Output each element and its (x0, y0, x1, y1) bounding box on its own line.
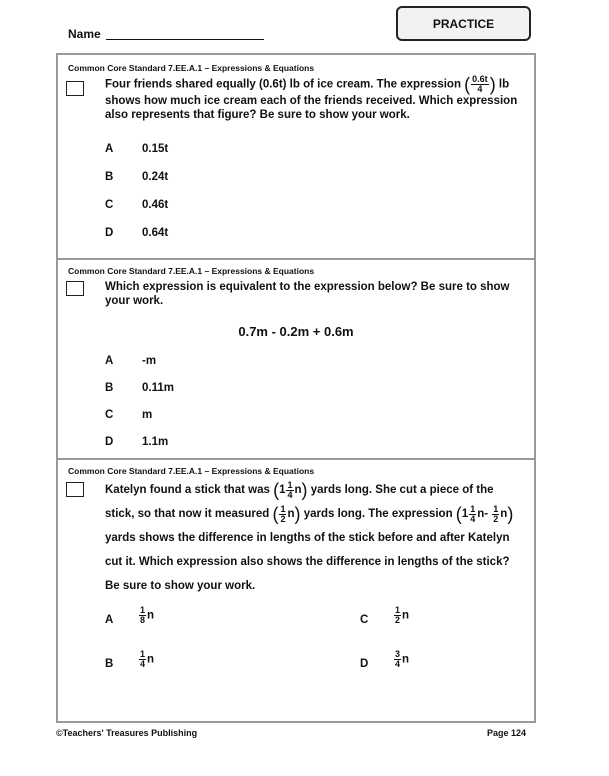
q1-option-c-letter[interactable]: C (105, 199, 114, 211)
q1-text-c: shows how much ice cream each of the friends received. Which expression also represents that figure? Be sure to show your work. (105, 95, 518, 121)
q3-fraction-1: $\frac{1}{4}$ (287, 479, 293, 500)
q1-answer-checkbox[interactable] (66, 81, 84, 96)
q3-whole-3: 1 (461, 508, 469, 521)
q2-answer-checkbox[interactable] (66, 281, 84, 296)
q2-option-c-value[interactable]: m (142, 409, 153, 421)
q3-answer-checkbox[interactable] (66, 482, 84, 497)
q3-text-4: yards shows the difference in lengths of the stick before and after Katelyn cut it. Which expression also shows the difference in lengths of the stick? Be sure to show your work. (105, 532, 510, 593)
q2-expression: 0.7m - 0.2m + 0.6m (238, 324, 354, 339)
q3-var-3: n- (477, 508, 489, 521)
q3-standard: Common Core Standard 7.EE.A.1 – Expressions & Equations (68, 466, 315, 476)
q3-fraction-3: $\frac{1}{4}$ (470, 503, 476, 524)
q3-option-d-value[interactable]: $\frac{3}{4}$ n (395, 649, 410, 669)
q3-var-4: n (500, 508, 508, 521)
q1-standard: Common Core Standard 7.EE.A.1 – Expressions & Equations (68, 63, 315, 73)
page-number: Page 124 (487, 728, 527, 738)
q3-text: Katelyn found a stick that was (1 $\frac{1}{4}$ n) yards long. She cut a piece of the stick, so that now it measured ( $\frac{1}{2}$ n) yards long. The expression (1 $\frac{1}{4}$ n- $\frac{1}{2}$ n) yards shows the difference in lengths of the stick before and after Katelyn cut it. Which expression also shows the difference in lengths of the stick? Be sure to show your work. (105, 479, 514, 593)
q1-text: Four friends shared equally (0.6t) lb of ice cream. The expression ( $\frac{0.6t}{4}$ ) lb shows how much ice cream each of the friends received. Which expression also represents that figure? Be sure to show your work. (105, 74, 518, 121)
q2-option-b-value[interactable]: 0.11m (142, 382, 174, 394)
q3-whole-1: 1 (279, 484, 286, 497)
q1-text-a: Four friends shared equally (0.6t) lb of ice cream. The expression (105, 78, 461, 91)
q3-option-a-value[interactable]: $\frac{1}{8}$ n (140, 605, 155, 625)
q3-option-a-letter[interactable]: A (105, 614, 114, 626)
q3-var-2: n (287, 508, 295, 521)
q3-option-c-letter[interactable]: C (360, 614, 369, 626)
q3-option-d-letter[interactable]: D (360, 658, 369, 670)
name-line (106, 39, 264, 40)
q3-option-b-value[interactable]: $\frac{1}{4}$ n (140, 649, 155, 669)
q2-option-d-value[interactable]: 1.1m (142, 436, 169, 448)
q1-option-b-letter[interactable]: B (105, 171, 114, 183)
q2-standard: Common Core Standard 7.EE.A.1 – Expressions & Equations (68, 266, 315, 276)
q1-option-a-letter[interactable]: A (105, 143, 114, 155)
q3-text-1: Katelyn found a stick that was (105, 484, 270, 497)
practice-badge: PRACTICE (396, 6, 531, 41)
q1-option-d-value[interactable]: 0.64t (142, 227, 169, 239)
q1-text-b: lb (498, 78, 510, 91)
q3-text-2: yards long. She cut a piece of the stick, so that now it measured (105, 484, 494, 521)
name-label: Name (68, 27, 101, 41)
q3-fraction-4: $\frac{1}{2}$ (493, 503, 499, 524)
q2-option-b-letter[interactable]: B (105, 382, 114, 394)
q3-option-b-letter[interactable]: B (105, 658, 114, 670)
q2-option-a-letter[interactable]: A (105, 355, 114, 367)
q2-option-c-letter[interactable]: C (105, 409, 114, 421)
question-3 (58, 458, 534, 721)
q1-option-b-value[interactable]: 0.24t (142, 171, 169, 183)
q1-option-a-value[interactable]: 0.15t (142, 143, 169, 155)
q1-option-c-value[interactable]: 0.46t (142, 199, 169, 211)
q1-option-d-letter[interactable]: D (105, 227, 114, 239)
q3-fraction-2: $\frac{1}{2}$ (280, 503, 286, 524)
q3-option-c-value[interactable]: $\frac{1}{2}$ n (395, 605, 410, 625)
q1-fraction: $\frac{0.6t}{4}$ (472, 74, 488, 94)
q2-option-d-letter[interactable]: D (105, 436, 114, 448)
question-1 (58, 55, 534, 260)
q3-text-3: yards long. The expression (303, 508, 453, 521)
q2-option-a-value[interactable]: -m (142, 355, 157, 367)
question-2 (58, 258, 534, 460)
q2-text: Which expression is equivalent to the expression below? Be sure to show your work. (105, 281, 510, 307)
worksheet-frame (56, 53, 536, 723)
publisher-footer: ©Teachers' Treasures Publishing (56, 728, 198, 738)
q3-var-1: n (294, 484, 302, 497)
